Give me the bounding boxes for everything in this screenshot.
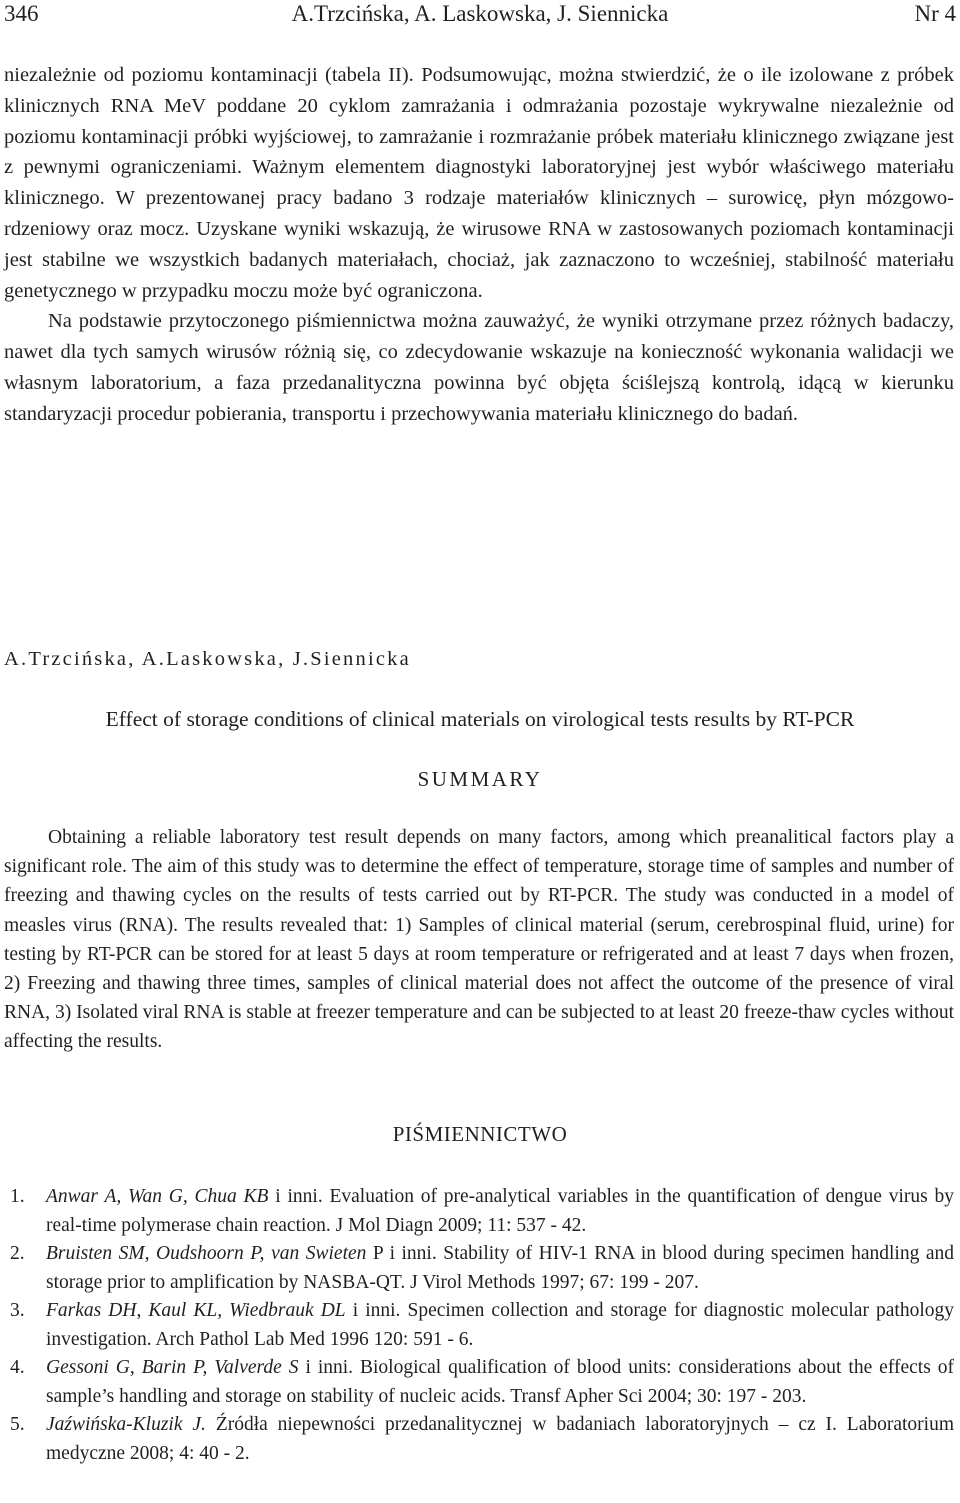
- page-number: 346: [4, 1, 39, 26]
- summary-heading: SUMMARY: [417, 767, 543, 791]
- reference-number: 2.: [10, 1243, 25, 1264]
- body-text: [4, 60, 954, 430]
- reference-number: 5.: [10, 1414, 25, 1435]
- reference-text: i inni. Biological qualification of blood units: considerations about the effects of sample’s handling and storage on stability of nucleic acids. Transf Apher Sci 2004; 30: 197 - 203.: [46, 1357, 954, 1407]
- running-header: [4, 0, 956, 28]
- reference-authors: Jaźwińska-Kluzik J.: [46, 1414, 206, 1435]
- summary-paragraph: Obtaining a reliable laboratory test result depends on many factors, among which preanalitical factors play a significant role. The aim of this study was to determine the effect of temperature, storage time of samples and number of freezing and thawing cycles on the results of tests carried out by RT-PCR. The study was conducted in a model of measles virus (RNA). The results revealed that: 1) Samples of clinical material (serum, cerebrospinal fluid, urine) for testing by RT-PCR can be stored for at least 5 days at room temperature or refrigerated and at least 7 days when frozen, 2) Freezing and thawing three times, samples of clinical material does not affect the outcome of the presence of viral RNA, 3) Isolated viral RNA is stable at freezer temperature and can be subjected to at least 20 freeze-thaw cycles without affecting the results.: [4, 827, 954, 1053]
- running-header-authors: A.Trzcińska, A. Laskowska, J. Siennicka: [291, 1, 669, 26]
- reference-text: i inni. Specimen collection and storage for diagnostic molecular pathology investigation. Arch Pathol Lab Med 1996 120: 591 - 6.: [46, 1300, 954, 1350]
- reference-number: 4.: [10, 1357, 25, 1378]
- body-paragraph: Na podstawie przytoczonego piśmiennictwa można zauważyć, że wyniki otrzymane przez różnych badaczy, nawet dla tych samych wirusów różnią się, co zdecydowanie wskazuje na konieczność wykonania walidacji we własnym laboratorium, a faza przedanalityczna powinna być objęta ściślejszą kontrolą, idącą w kierunku standaryzacji procedur pobierania, transportu i przechowywania materiału klinicznego do badań.: [4, 310, 954, 425]
- reference-text: P i inni. Stability of HIV-1 RNA in blood during specimen handling and storage prior to amplification by NASBA-QT. J Virol Methods 1997; 67: 199 - 207.: [46, 1243, 954, 1293]
- reference-authors: Farkas DH, Kaul KL, Wiedbrauk DL: [46, 1300, 346, 1321]
- reference-authors: Anwar A, Wan G, Chua KB: [46, 1186, 269, 1207]
- issue-number: Nr 4: [914, 1, 956, 26]
- reference-item: [4, 1354, 954, 1411]
- reference-number: 3.: [10, 1300, 25, 1321]
- reference-item: [4, 1411, 954, 1468]
- body-paragraph: niezależnie od poziomu kontaminacji (tabela II). Podsumowując, można stwierdzić, że o ile izolowane z próbek klinicznych RNA MeV poddane 20 cyklom zamrażania i odmrażania pozostaje wykrywalne niezależnie od poziomu kontaminacji próbki wyjściowej, to zamrażanie i rozmrażanie próbek materiału klinicznego związane jest z pewnymi ograniczeniami. Ważnym elementem diagnostyki laboratoryjnej jest wybór właściwego materiału klinicznego. W prezentowanej pracy badano 3 rodzaje materiałów klinicznych – surowicę, płyn mózgowo-rdzeniowy oraz mocz. Uzyskane wyniki wskazują, że wirusowe RNA w zastosowanych poziomach kontaminacji jest stabilne we wszystkich badanych materiałach, chociaż, jak zaznaczono to wcześniej, stabilność materiału genetycznego w przypadku moczu może być ograniczona.: [4, 64, 954, 302]
- reference-list: [4, 1183, 954, 1468]
- summary-authors: A.Trzcińska, A.Laskowska, J.Siennicka: [4, 648, 411, 670]
- reference-item: [4, 1240, 954, 1297]
- summary-text: [4, 823, 954, 1057]
- reference-authors: Bruisten SM, Oudshoorn P, van Swieten: [46, 1243, 367, 1264]
- reference-text: Źródła niepewności przedanalitycznej w badaniach laboratoryjnych – cz I. Laboratorium medyczne 2008; 4: 40 - 2.: [46, 1414, 954, 1464]
- reference-item: [4, 1297, 954, 1354]
- references-heading: PIŚMIENNICTWO: [392, 1122, 568, 1146]
- reference-text: i inni. Evaluation of pre-analytical variables in the quantification of dengue virus by real-time polymerase chain reaction. J Mol Diagn 2009; 11: 537 - 42.: [46, 1186, 954, 1236]
- reference-authors: Gessoni G, Barin P, Valverde S: [46, 1357, 299, 1378]
- reference-item: [4, 1183, 954, 1240]
- reference-number: 1.: [10, 1186, 25, 1207]
- summary-title: Effect of storage conditions of clinical materials on virological tests results by RT-PCR: [105, 707, 855, 731]
